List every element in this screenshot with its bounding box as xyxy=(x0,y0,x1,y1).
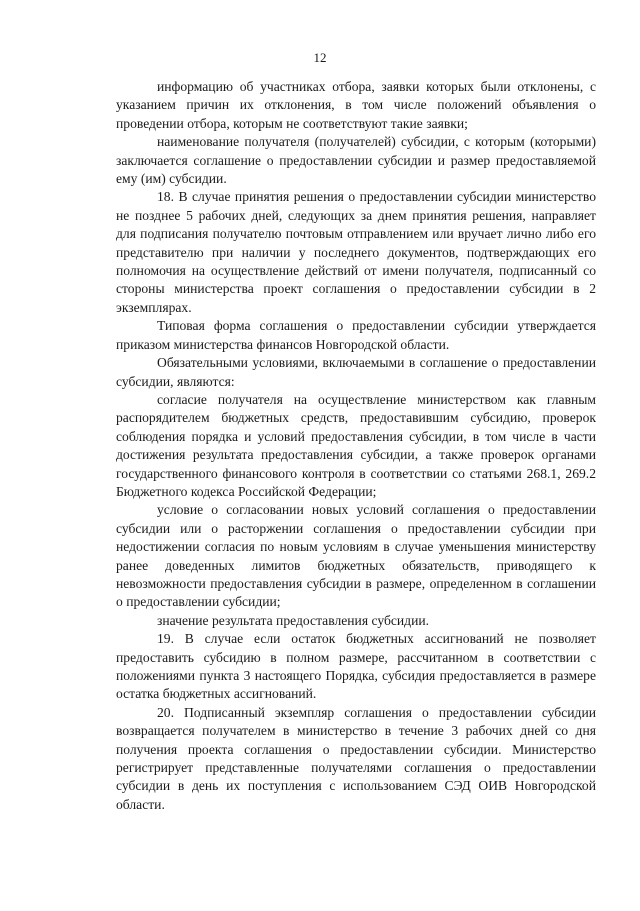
document-body xyxy=(116,78,596,814)
paragraph-new-conditions: условие о согласовании новых условий соглашения о предоставлении субсидии или о расторжении соглашения о предоставлении субсидии при недостижении согласия по новым условиям в случае уменьшения министерству ранее доведенных лимитов бюджетных обязательств, приводящего к невозможности предоставления субсидии в размере, определенном в соглашении о предоставлении субсидии; xyxy=(116,502,596,610)
paragraph-result-value: значение результата предоставления субсидии. xyxy=(157,612,430,628)
page-number: 12 xyxy=(313,50,327,65)
paragraph-participants-rejected: информацию об участниках отбора, заявки которых были отклонены, с указанием причин их отклонения, в том числе положений объявления о проведении отбора, которым не соответствуют такие заявки; xyxy=(116,79,596,131)
paragraph-mandatory-conditions: Обязательными условиями, включаемыми в соглашение о предоставлении субсидии, являются: xyxy=(116,355,596,389)
paragraph-item-20: 20. Подписанный экземпляр соглашения о предоставлении субсидии возвращается получателем в министерство в течение 3 рабочих дней со дня получения проекта соглашения о предоставлении субсидии. Министерство регистрирует представленные получателями соглашения о предоставлении субсидии в день их поступления с использованием СЭД ОИВ Новгородской области. xyxy=(116,704,596,812)
paragraph-recipient-consent: согласие получателя на осуществление министерством как главным распорядителем бюджетных средств, предоставившим субсидию, проверок соблюдения порядка и условий предоставления субсидии, в том числе в части достижения результата предоставления субсидии, а также проверок органами государственного финансового контроля в соответствии со статьями 268.1, 269.2 Бюджетного кодекса Российской Федерации; xyxy=(116,391,596,499)
paragraph-item-19: 19. В случае если остаток бюджетных ассигнований не позволяет предоставить субсидию в полном размере, рассчитанном в соответствии с положениями пункта 3 настоящего Порядка, субсидия предоставляется в размере остатка бюджетных ассигнований. xyxy=(116,631,596,702)
paragraph-item-18: 18. В случае принятия решения о предоставлении субсидии министерство не позднее 5 рабочих дней, следующих за днем принятия решения, направляет для подписания получателю почтовым отправлением или вручает лично либо его представителю при наличии у последнего документов, подтверждающих его полномочия на осуществление действий от имени получателя, подписанный со стороны министерства проект соглашения о предоставлении субсидии в 2 экземплярах. xyxy=(116,189,596,315)
paragraph-standard-form: Типовая форма соглашения о предоставлении субсидии утверждается приказом министерства финансов Новгородской области. xyxy=(116,318,596,352)
paragraph-recipient-name: наименование получателя (получателей) субсидии, с которым (которыми) заключается соглашение о предоставлении субсидии и размер предоставляемой ему (им) субсидии. xyxy=(116,134,596,187)
